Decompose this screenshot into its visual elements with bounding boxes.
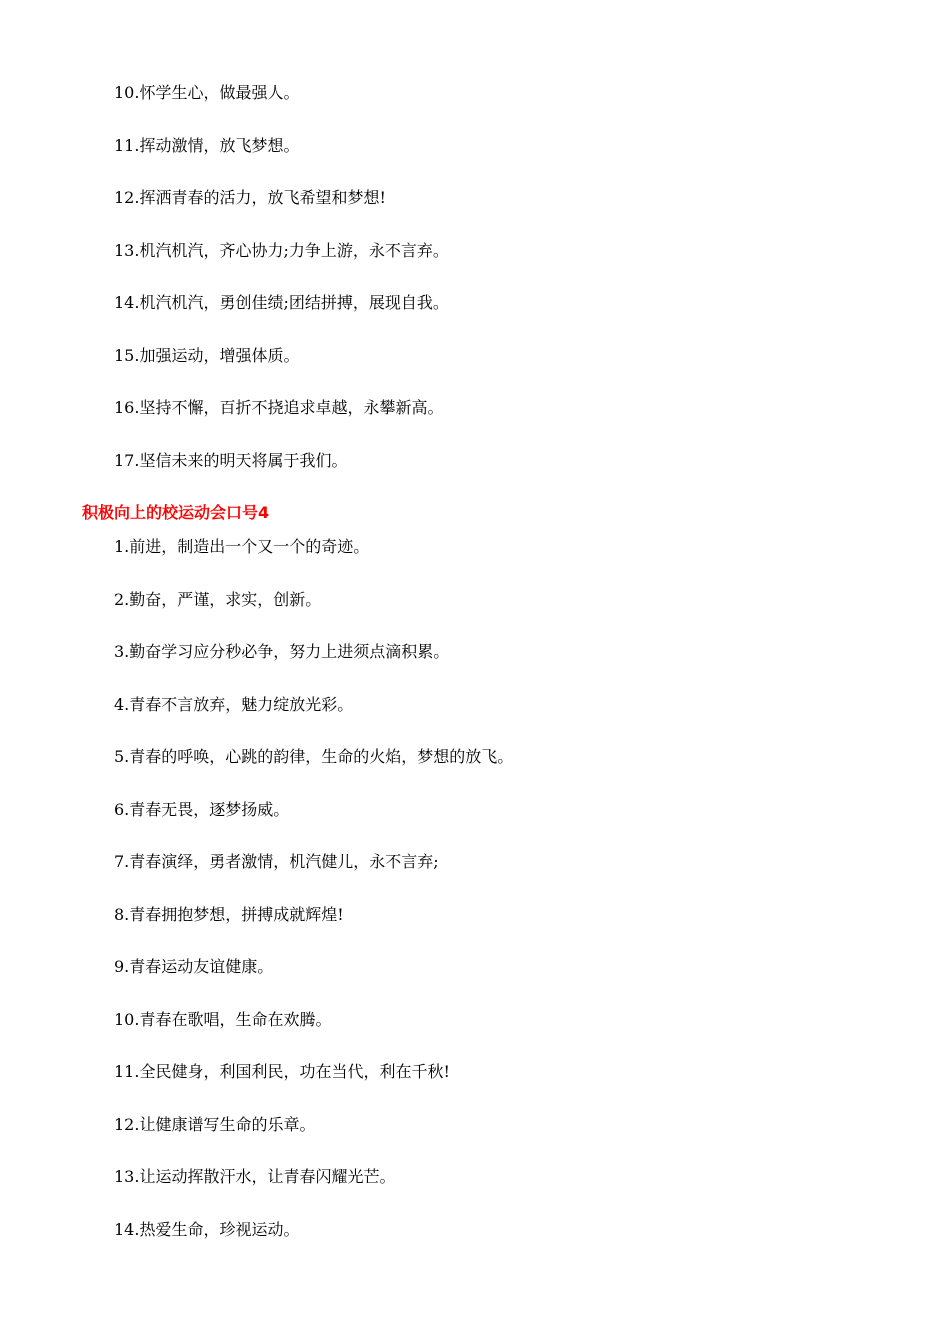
slogan-item: 16.坚持不懈，百折不挠追求卓越，永攀新高。 [114,398,444,417]
slogan-item: 13.机汽机汽，齐心协力;力争上游，永不言弃。 [114,240,449,260]
slogan-item: 8.青春拥抱梦想，拼搏成就辉煌! [114,904,344,924]
slogan-list-4 [114,532,513,1267]
slogan-item: 7.青春演绎，勇者激情，机汽健儿，永不言弃; [114,852,439,871]
slogan-item: 3.勤奋学习应分秒必争，努力上进须点滴积累。 [114,642,450,661]
slogan-item: 9.青春运动友谊健康。 [114,957,274,976]
slogan-item: 13.让运动挥散汗水，让青春闪耀光芒。 [114,1167,396,1186]
slogan-item: 12.让健康谱写生命的乐章。 [114,1114,316,1134]
slogan-item: 15.加强运动，增强体质。 [114,345,300,365]
slogan-item: 4.青春不言放弃，魅力绽放光彩。 [114,694,354,714]
slogan-item: 5.青春的呼唤，心跳的韵律，生命的火焰，梦想的放飞。 [114,747,514,766]
slogan-item: 10.青春在歌唱，生命在欢腾。 [114,1009,332,1029]
section-heading: 积极向上的校运动会口号4 [82,503,270,522]
slogan-item: 12.挥洒青春的活力，放飞希望和梦想! [114,188,386,207]
slogan-item: 6.青春无畏，逐梦扬威。 [114,799,290,819]
slogan-list-continued [114,78,449,498]
slogan-item: 2.勤奋，严谨，求实，创新。 [114,589,322,609]
slogan-item: 17.坚信未来的明天将属于我们。 [114,450,348,470]
slogan-item: 11.全民健身，利国利民，功在当代，利在千秋! [114,1062,450,1081]
slogan-item: 14.热爱生命，珍视运动。 [114,1219,300,1239]
slogan-item: 11.挥动激情，放飞梦想。 [114,135,300,155]
slogan-item: 10.怀学生心，做最强人。 [114,83,300,102]
slogan-item: 1.前进，制造出一个又一个的奇迹。 [114,537,370,556]
slogan-item: 14.机汽机汽，勇创佳绩;团结拼搏，展现自我。 [114,293,449,312]
